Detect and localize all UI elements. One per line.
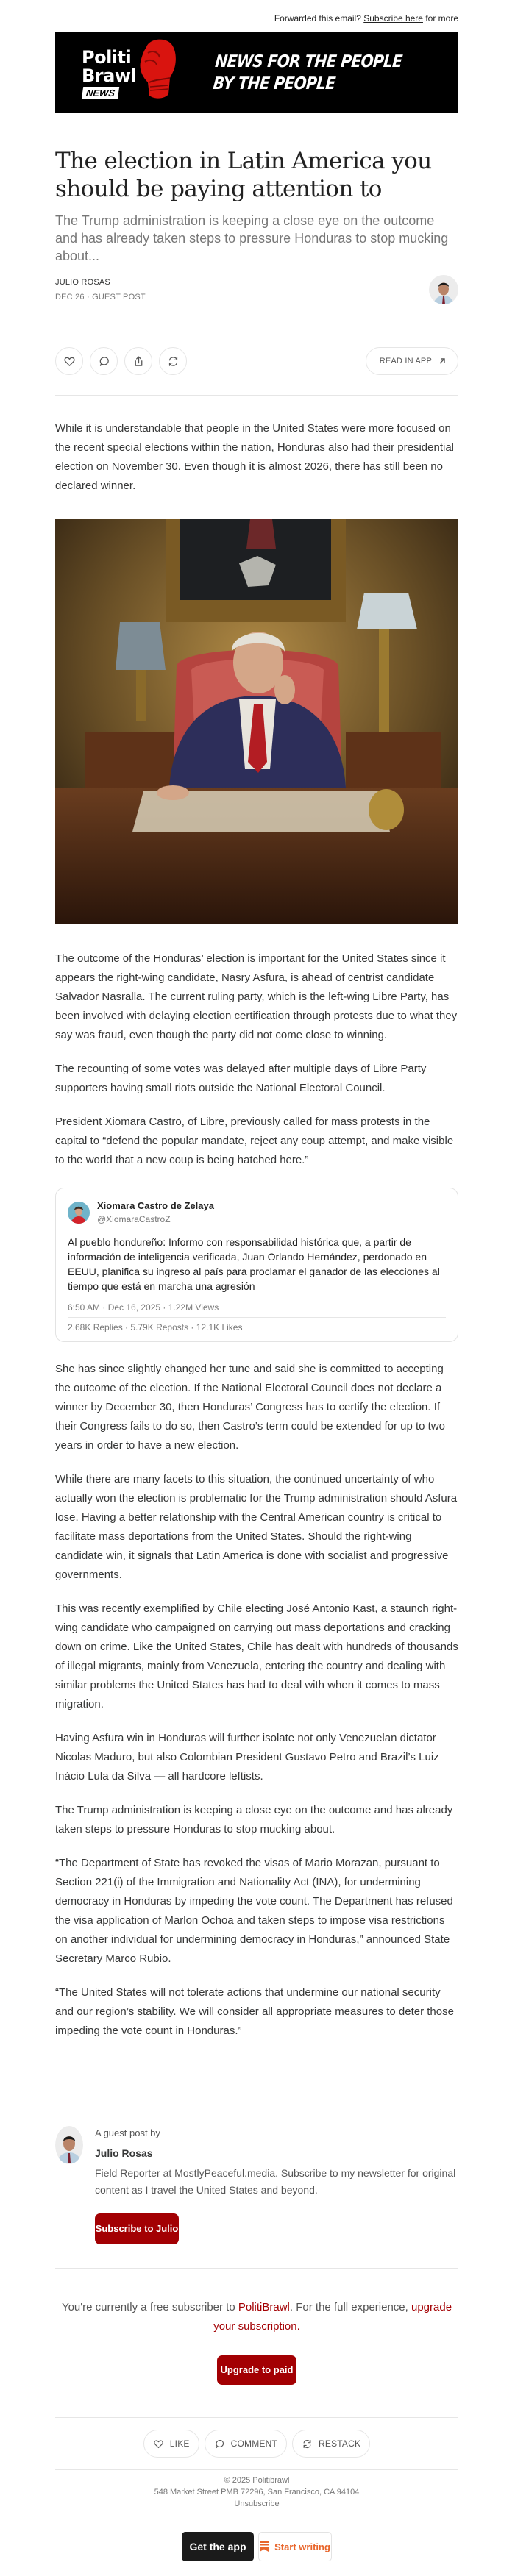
- guest-author-avatar[interactable]: [55, 2126, 83, 2164]
- restack-label: RESTACK: [319, 2438, 361, 2449]
- app-cta-row: [55, 2532, 458, 2561]
- publication-banner[interactable]: [55, 32, 458, 113]
- author-avatar-image: [429, 275, 458, 304]
- unsubscribe-link[interactable]: Unsubscribe: [234, 2500, 280, 2508]
- tweet-avatar-image: [68, 1202, 90, 1224]
- politibrawl-logo: [82, 32, 181, 113]
- subscribe-here-link[interactable]: Subscribe here: [363, 13, 423, 24]
- subscription-middle: . For the full experience,: [289, 2301, 411, 2313]
- guest-author-card: [55, 2105, 458, 2268]
- publication-link[interactable]: PolitiBrawl: [238, 2301, 290, 2313]
- guest-author-name[interactable]: Julio Rosas: [95, 2147, 153, 2159]
- embedded-tweet[interactable]: [55, 1188, 458, 1342]
- tagline-line-2: BY THE PEOPLE: [212, 74, 336, 93]
- comment-button[interactable]: [90, 347, 118, 375]
- tweet-timestamp: 6:50 AM · Dec 16, 2025 · 1.22M Views: [68, 1302, 446, 1318]
- tweet-author-name[interactable]: Xiomara Castro de Zelaya: [97, 1200, 214, 1211]
- guest-author-bio: Field Reporter at MostlyPeaceful.media. Subscribe to my newsletter for original content as I travel the United States and beyond.: [95, 2167, 456, 2196]
- upgrade-to-paid-button[interactable]: Upgrade to paid: [217, 2355, 296, 2385]
- comment-icon: [214, 2438, 225, 2450]
- body-paragraph: President Xiomara Castro, of Libre, previously called for mass protests in the capital to “defend the popular mandate, reject any coup attempt, and make visible to the world that a new coup is being hatched here.”: [55, 1116, 454, 1166]
- tagline-line-1: NEWS FOR THE PEOPLE: [214, 52, 403, 71]
- start-writing-button[interactable]: [258, 2532, 332, 2561]
- heart-icon: [63, 355, 76, 368]
- tweet-stats: 2.68K Replies · 5.79K Reposts · 12.1K Likes: [68, 1322, 243, 1332]
- body-paragraph: Having Asfura win in Honduras will further isolate not only Venezuelan dictator Nicolas Maduro, but also Colombian President Gustavo Petro and Brazil’s Luiz Inácio Lula da Silva — all hardcore leftists.: [55, 1732, 439, 1783]
- arrow-up-right-icon: [438, 357, 447, 365]
- post-title[interactable]: The election in Latin America you should be paying attention to: [55, 148, 432, 202]
- footer-restack-button[interactable]: [292, 2430, 370, 2458]
- author-name[interactable]: JULIO ROSAS: [55, 278, 110, 287]
- substack-bookmark-icon: [260, 2541, 269, 2552]
- post-subtitle: The Trump administration is keeping a close eye on the outcome and has already taken steps to pressure Honduras to stop mucking about...: [55, 213, 449, 263]
- read-in-app-label: READ IN APP: [379, 357, 432, 365]
- comment-label: COMMENT: [230, 2438, 278, 2449]
- upgrade-subscription-link[interactable]: upgrade your subscription.: [213, 2301, 452, 2333]
- body-paragraph: While there are many facets to this situation, the continued uncertainty of who actually won the election is problematic for the Trump administration should Asfura lose. Having a better relationship with the Central American country is critical to facilitate mass deportations from the United States. Should the right-wing candidate win, it signals that Latin America is done with socialist and progressive governments.: [55, 1473, 458, 1581]
- divider: [55, 395, 458, 396]
- subscription-prefix: You're currently a free subscriber to: [61, 2301, 238, 2313]
- start-writing-label: Start writing: [274, 2541, 330, 2552]
- tweet-author-handle[interactable]: @XiomaraCastroZ: [97, 1214, 171, 1224]
- forwarded-notice: [55, 0, 458, 32]
- subscribe-to-author-button[interactable]: Subscribe to Julio: [95, 2213, 179, 2244]
- divider: [55, 2268, 458, 2269]
- body-paragraph: The outcome of the Honduras’ election is important for the United States since it appears the right-wing candidate, Nasry Asfura, is ahead of centrist candidate Salvador Nasralla. The current ruling party, which is the left-wing Libre Party, has been involved with delaying election certification through protests due to what they say was fraud, even though the party did not come close to winning.: [55, 952, 458, 1041]
- footer-actions: [55, 2418, 458, 2469]
- read-in-app-button[interactable]: [366, 347, 458, 375]
- body-paragraph: “The Department of State has revoked the visas of Mario Morazan, pursuant to Section 221(i) of the Immigration and Nationality Act (INA), for undermining democracy in Honduras by impeding the vote count. The Department has refused the visa application of Marlon Ochoa and taken steps to impose visa restrictions on another individual for undermining democracy in Honduras,” announced State Secretary Marco Rubio.: [55, 1857, 453, 1965]
- share-icon: [132, 355, 145, 368]
- heart-icon: [153, 2438, 164, 2450]
- footer-like-button[interactable]: [143, 2430, 199, 2458]
- like-button[interactable]: [55, 347, 83, 375]
- forwarded-suffix: for more: [425, 13, 458, 24]
- body-paragraph: The recounting of some votes was delayed after multiple days of Libre Party supporters having small riots outside the National Electoral Council.: [55, 1063, 427, 1094]
- body-paragraph: She has since slightly changed her tune and said she is committed to accepting the outcome of the election. If the National Electoral Council does not declare a winner by December 30, then Honduras’ Congress has to certify the election. If their Congress fails to do so, then Castro’s term could be extended for up to two years in order to have a new election.: [55, 1363, 446, 1452]
- byline: [55, 275, 458, 312]
- tweet-text: Al pueblo hondureño: Informo con responsabilidad histórica que, a partir de información de inteligencia verificada, Juan Orlando Hernández, perdonado en EEUU, planifica su ingreso al país para proclamar el ganador de las elecciones al tiempo que está en marcha una agresión: [68, 1236, 440, 1292]
- author-avatar[interactable]: [429, 275, 458, 304]
- comment-icon: [98, 355, 110, 368]
- logo-text-brawl: Brawl: [82, 65, 137, 86]
- subscription-note: [55, 2298, 458, 2336]
- body-paragraph: “The United States will not tolerate actions that undermine our national security and our region’s stability. We will consider all appropriate measures to deter those impeding the vote count in Honduras.”: [55, 1986, 454, 2037]
- hero-painting: [55, 519, 458, 924]
- hero-image[interactable]: [55, 519, 458, 924]
- logo-text-politi: Politi: [82, 47, 132, 68]
- mailing-address: 548 Market Street PMB 72296, San Francisco, CA 94104: [154, 2488, 360, 2497]
- banner-tagline: [212, 51, 403, 95]
- boxing-glove-icon: [136, 37, 177, 101]
- restack-button[interactable]: [159, 347, 187, 375]
- guest-avatar-image: [55, 2126, 83, 2164]
- restack-icon: [167, 355, 180, 368]
- tweet-avatar: [68, 1202, 90, 1224]
- get-the-app-button[interactable]: Get the app: [182, 2532, 254, 2561]
- post-actions-bar: [55, 327, 458, 395]
- share-button[interactable]: [124, 347, 152, 375]
- guest-post-label: A guest post by: [95, 2127, 160, 2138]
- logo-news-badge: NEWS: [82, 87, 119, 99]
- post-meta: DEC 26 · GUEST POST: [55, 293, 146, 302]
- divider: [55, 2469, 458, 2470]
- footer-comment-button[interactable]: [205, 2430, 287, 2458]
- body-paragraph: This was recently exemplified by Chile electing José Antonio Kast, a staunch right-wing candidate who campaigned on carrying out mass deportations and cracking down on crime. Like the United States, Chile has dealt with hundreds of thousands of illegal migrants, mainly from Venezuela, entering the country and dealing with similar problems the United States has had to deal with when it comes to mass migration.: [55, 1602, 458, 1710]
- legal-footer: [55, 2475, 458, 2510]
- body-paragraph: While it is understandable that people in the United States were more focused on the recent special elections within the nation, Honduras also had their presidential election on November 30. Even though it is almost 2026, there has still been no declared winner.: [55, 422, 454, 492]
- like-label: LIKE: [169, 2438, 190, 2449]
- forwarded-prefix: Forwarded this email?: [274, 13, 361, 24]
- restack-icon: [302, 2438, 313, 2450]
- body-paragraph: The Trump administration is keeping a close eye on the outcome and has already taken steps to pressure Honduras to stop mucking about.: [55, 1804, 453, 1835]
- copyright: © 2025 Politibrawl: [224, 2476, 290, 2485]
